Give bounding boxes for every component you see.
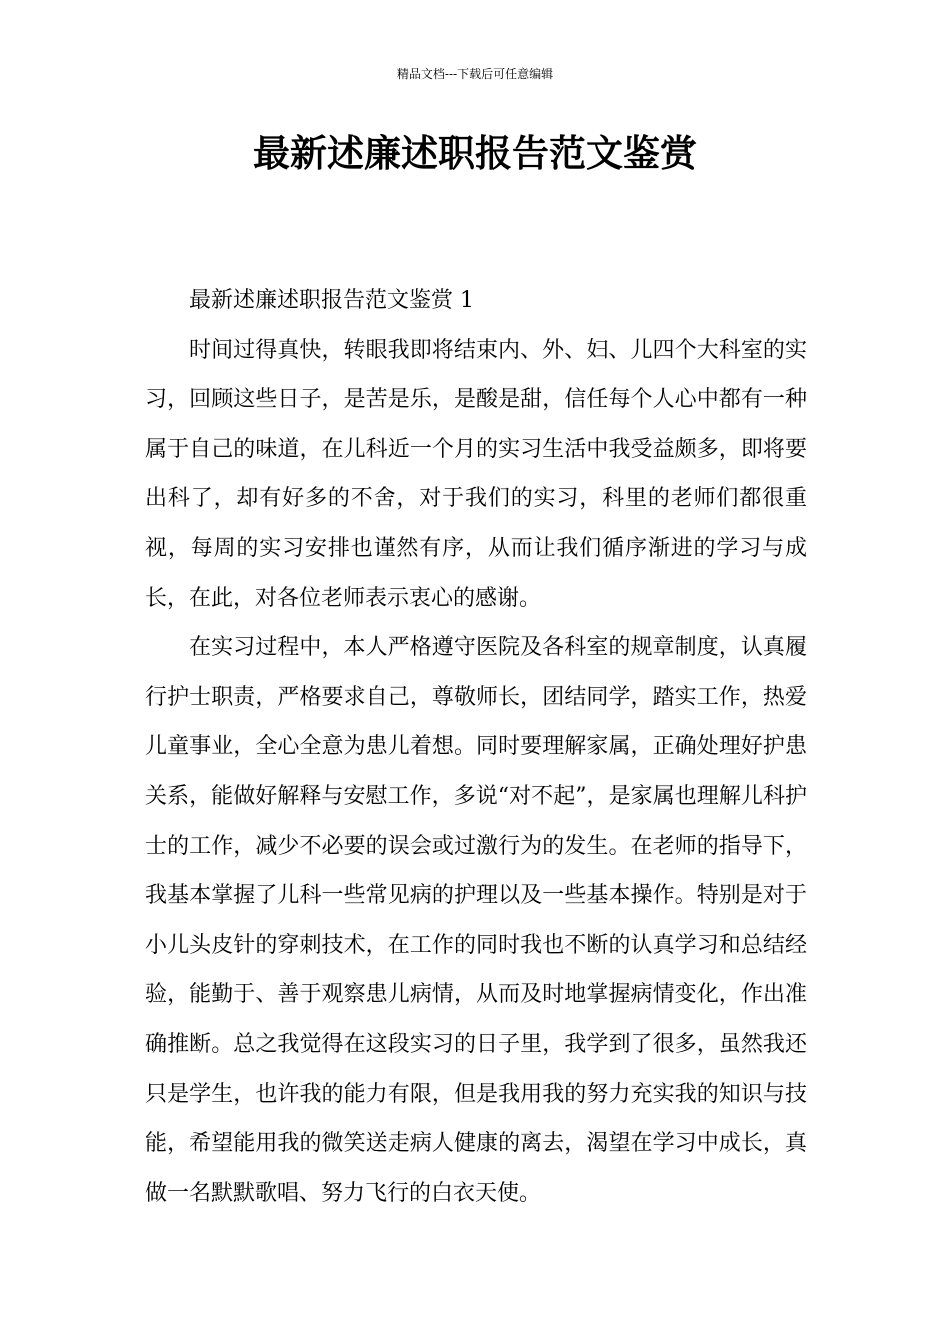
document-body [145,276,807,1218]
paragraph: 在实习过程中，本人严格遵守医院及各科室的规章制度，认真履行护士职责，严格要求自己，尊敬师长，团结同学，踏实工作，热爱儿童事业，全心全意为患儿着想。同时要理解家属，正确处理好护患关系，能做好解释与安慰工作，多说“对不起”，是家属也理解儿科护士的工作，减少不必要的误会或过激行为的发生。在老师的指导下，我基本掌握了儿科一些常见病的护理以及一些基本操作。特别是对于小儿头皮针的穿刺技术，在工作的同时我也不断的认真学习和总结经验，能勤于、善于观察患儿病情，从而及时地掌握病情变化，作出准确推断。总之我觉得在这段实习的日子里，我学到了很多，虽然我还只是学生，也许我的能力有限，但是我用我的努力充实我的知识与技能，希望能用我的微笑送走病人健康的离去，渴望在学习中成长，真做一名默默歌唱、努力飞行的白衣天使。 [145,635,807,1206]
document-title: 最新述廉述职报告范文鉴赏 [253,132,697,175]
page-header: 精品文档---下载后可任意编辑 [396,67,554,81]
section-heading: 最新述廉述职报告范文鉴赏 1 [189,288,474,313]
paragraph: 时间过得真快，转眼我即将结束内、外、妇、儿四个大科室的实习，回顾这些日子，是苦是乐，是酸是甜，信任每个人心中都有一种属于自己的味道，在儿科近一个月的实习生活中我受益颇多，即将要出科了，却有好多的不舍，对于我们的实习，科里的老师们都很重视，每周的实习安排也谨然有序，从而让我们循序渐进的学习与成长，在此，对各位老师表示衷心的感谢。 [145,337,807,611]
